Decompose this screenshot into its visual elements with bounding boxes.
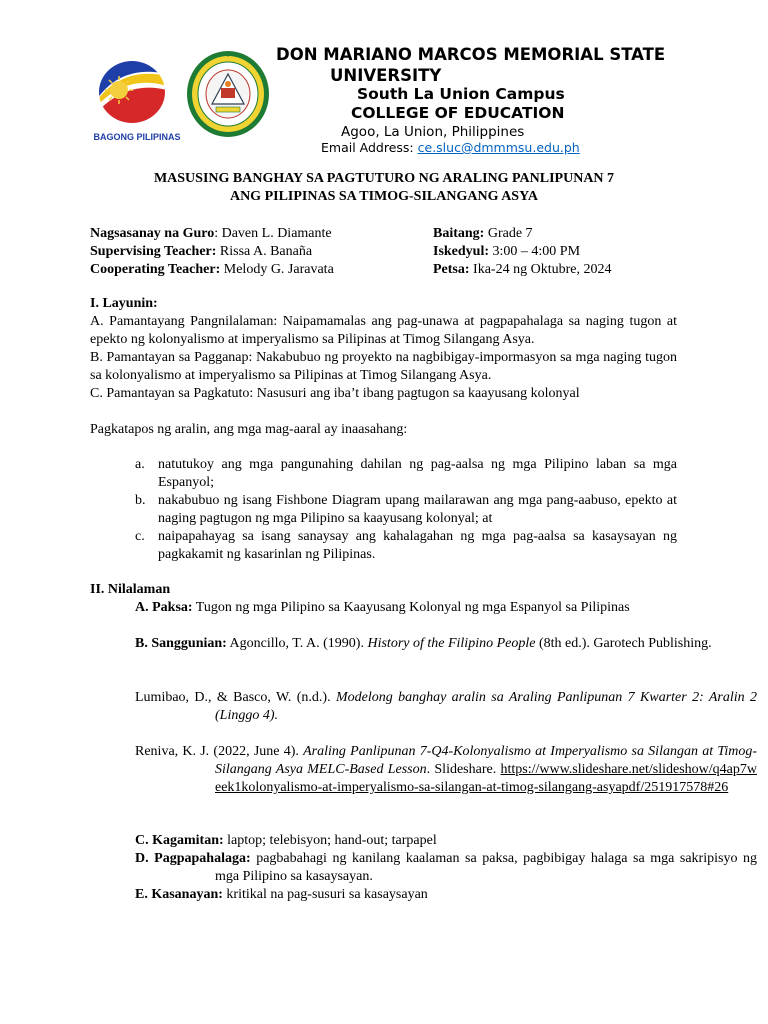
ref3-url-link[interactable]: https://www.slideshare.net/slideshow/q4ap7week1kolonyalismo-at-imperyalismo-sa-silangan-at-timog-silangang-asyapdf/251917578#26 — [215, 762, 757, 795]
cooperating-value: Melody G. Jaravata — [220, 262, 334, 277]
ref1-title: History of the Filipino People — [367, 636, 536, 651]
ref3-title: Araling Panlipunan 7-Q4-Kolonyalismo at Imperyalismo sa Silangan at Timog-Silangang Asya MELC-Based Lesson — [215, 744, 758, 777]
info-baitang — [433, 226, 533, 242]
email-link[interactable]: ce.sluc@dmmmsu.edu.ph — [417, 140, 580, 155]
paksa-label: A. Paksa: — [135, 600, 193, 615]
kagamitan-value: laptop; telebisyon; hand-out; tarpapel — [223, 833, 437, 848]
lesson-plan-subtitle: ANG PILIPINAS SA TIMOG-SILANGANG ASYA — [229, 189, 539, 204]
dmmmsu-seal-logo — [186, 50, 270, 138]
objective-text: natutukoy ang mga pangunahing dahilan ng pag-aalsa ng mga Pilipino laban sa mga Espanyol; — [158, 457, 677, 490]
baitang-label: Baitang: — [433, 226, 485, 241]
kasanayan-value: kritikal na pag-susuri sa kasaysayan — [222, 887, 428, 902]
info-petsa — [433, 262, 611, 278]
bagong-pilipinas-logo-text: BAGONG PILIPINAS — [93, 132, 181, 142]
petsa-label: Petsa: — [433, 262, 470, 277]
lesson-plan-title: MASUSING BANGHAY SA PAGTUTURO NG ARALING PANLIPUNAN 7 — [153, 171, 615, 186]
paksa-line — [135, 599, 677, 617]
email-label: Email Address: — [321, 140, 418, 155]
ref2-authors: Lumibao, D., & Basco, W. (n.d.). — [135, 690, 336, 705]
layunin-c: C. Pamantayan sa Pagkatuto: Nasusuri ang iba’t ibang pagtugon sa kaayusang kolonyal — [90, 386, 580, 401]
iskedyul-value: 3:00 – 4:00 PM — [489, 244, 581, 259]
sanggunian-ref2 — [135, 689, 757, 725]
objective-text: nakabubuo ng isang Fishbone Diagram upang mailarawan ang mga pang-aabuso, epekto at naging pagtugon ng mga Pilipino sa kaayusang kolonyal; at — [158, 493, 677, 526]
supervising-value: Rissa A. Banaña — [216, 244, 313, 259]
college-name: COLLEGE OF EDUCATION — [351, 104, 565, 122]
objective-item — [135, 456, 677, 492]
pagpapahalaga-line — [135, 850, 757, 886]
ref3-source: . Slideshare. — [426, 762, 501, 777]
sanggunian-label: B. Sanggunian: — [135, 636, 227, 651]
objectives-list — [135, 456, 677, 564]
petsa-value: Ika-24 ng Oktubre, 2024 — [469, 262, 612, 277]
guro-value: : Daven L. Diamante — [214, 226, 332, 241]
layunin-intro: Pagkatapos ng aralin, ang mga mag-aaral ay inaasahang: — [90, 422, 408, 437]
ref3-authors: Reniva, K. J. (2022, June 4). — [135, 744, 304, 759]
kasanayan-line — [135, 886, 677, 904]
cooperating-label: Cooperating Teacher: — [90, 262, 221, 277]
university-address: Agoo, La Union, Philippines — [341, 124, 525, 140]
info-guro — [90, 226, 332, 242]
objective-item — [135, 528, 677, 564]
iskedyul-label: Iskedyul: — [433, 244, 490, 259]
kagamitan-label: C. Kagamitan: — [135, 833, 224, 848]
baitang-value: Grade 7 — [484, 226, 533, 241]
guro-label: Nagsasanay na Guro — [90, 226, 215, 241]
layunin-heading: I. Layunin: — [90, 296, 158, 311]
objective-item — [135, 492, 677, 528]
kagamitan-line — [135, 832, 677, 850]
info-cooperating — [90, 262, 334, 278]
supervising-label: Supervising Teacher: — [90, 244, 217, 259]
objective-text: naipapahayag sa isang sanaysay ang kahalagahan ng mga pag-aalsa sa kasaysayan ng pagkakamit ng kasarinlan ng Pilipinas. — [158, 529, 677, 562]
university-name-line2: UNIVERSITY — [330, 66, 442, 85]
university-name-line1: DON MARIANO MARCOS MEMORIAL STATE — [276, 45, 666, 64]
sanggunian-ref3 — [135, 743, 757, 797]
nilalaman-heading: II. Nilalaman — [90, 582, 171, 597]
pagpapahalaga-value: pagbabahagi ng kanilang kaalaman sa paksa, pagbibigay halaga sa mga sakripisyo ng mga Pilipino sa kasaysayan. — [215, 851, 757, 884]
campus-name: South La Union Campus — [357, 85, 565, 103]
objective-marker: c. — [135, 529, 145, 544]
paksa-value: Tugon ng mga Pilipino sa Kaayusang Kolonyal ng mga Espanyol sa Pilipinas — [192, 600, 630, 615]
objective-marker: a. — [135, 457, 145, 472]
ref2-title: Modelong banghay aralin sa Araling Panlipunan 7 Kwarter 2: Aralin 2 (Linggo 4). — [215, 690, 757, 723]
kasanayan-label: E. Kasanayan: — [135, 887, 223, 902]
bagong-pilipinas-logo — [92, 54, 184, 146]
info-supervising — [90, 244, 312, 260]
email-line — [321, 140, 580, 155]
ref1-authors: Agoncillo, T. A. (1990). — [226, 636, 368, 651]
sanggunian-ref1 — [135, 635, 757, 653]
layunin-b: B. Pamantayan sa Pagganap: Nakabubuo ng proyekto na nagbibigay-impormasyon sa mga naging tugon sa kolonyalismo at imperyalismo sa Pilipinas at Timog Silangang Asya. — [90, 350, 677, 383]
layunin-a: A. Pamantayang Pangnilalaman: Naipamamalas ang pag-unawa at pagpapahalaga sa naging tugon at epekto ng kolonyalismo at imperyalismo sa Pilipinas at Timog Silangang Asya. — [90, 314, 677, 347]
ref1-publisher: (8th ed.). Garotech Publishing. — [535, 636, 712, 651]
info-iskedyul — [433, 244, 580, 260]
pagpapahalaga-label: D. Pagpapahalaga: — [135, 851, 251, 866]
objective-marker: b. — [135, 493, 146, 508]
